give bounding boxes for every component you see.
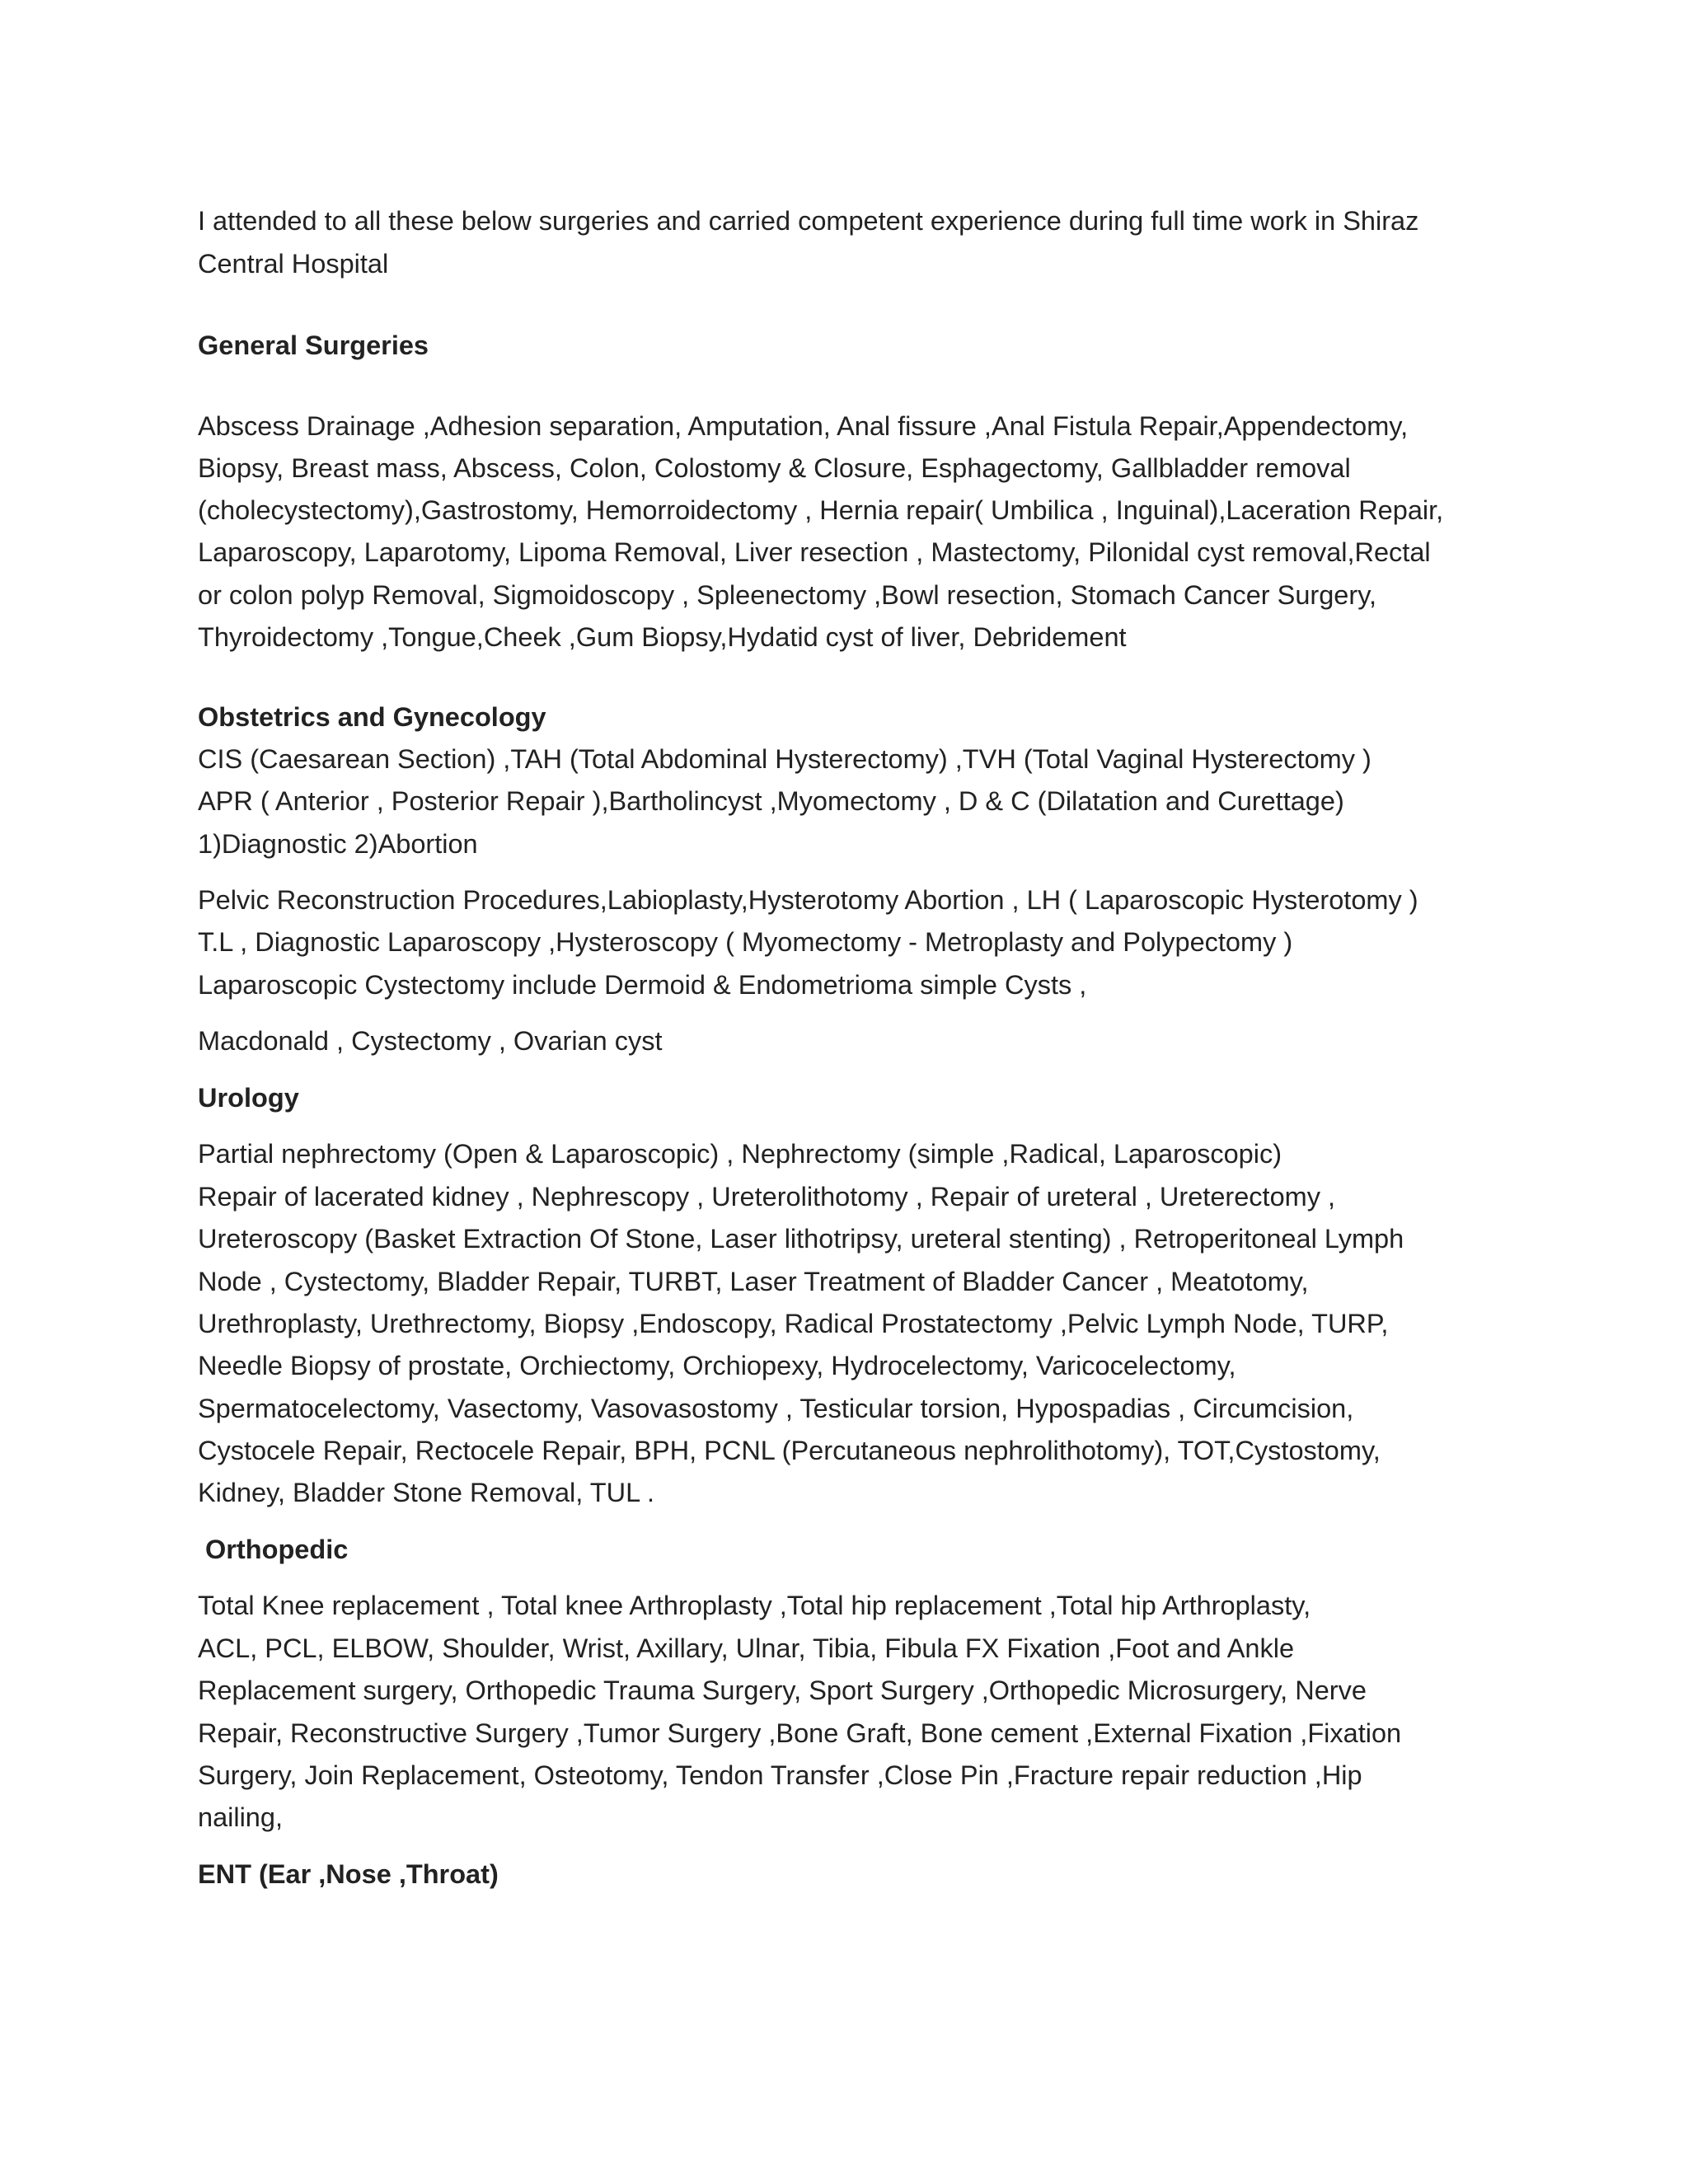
intro-line: Central Hospital (198, 249, 389, 279)
obgyn-line: Laparoscopic Cystectomy include Dermoid & Endometrioma simple Cysts , (198, 970, 1087, 1000)
section-heading-orthopedic: Orthopedic (205, 1535, 349, 1564)
orthopedic-line: Repair, Reconstructive Surgery ,Tumor Surgery ,Bone Graft, Bone cement ,External Fixation ,Fixation (198, 1718, 1402, 1748)
obgyn-line: T.L , Diagnostic Laparoscopy ,Hysteroscopy ( Myomectomy - Metroplasty and Polypectomy ) (198, 927, 1293, 957)
orthopedic-line: Replacement surgery, Orthopedic Trauma Surgery, Sport Surgery ,Orthopedic Microsurgery, Nerve (198, 1675, 1367, 1705)
section-heading-obstetrics-gynecology: Obstetrics and Gynecology (198, 702, 546, 732)
general-surgeries-line: (cholecystectomy),Gastrostomy, Hemorroidectomy , Hernia repair( Umbilica , Inguinal),Laceration Repair, (198, 495, 1444, 525)
intro-line: I attended to all these below surgeries and carried competent experience during full time work in Shiraz (198, 206, 1419, 236)
urology-line: Node , Cystectomy, Bladder Repair, TURBT, Laser Treatment of Bladder Cancer , Meatotomy, (198, 1267, 1309, 1296)
obgyn-line: CIS (Caesarean Section) ,TAH (Total Abdominal Hysterectomy) ,TVH (Total Vaginal Hysterectomy ) (198, 744, 1372, 774)
urology-line: Repair of lacerated kidney , Nephrescopy , Ureterolithotomy , Repair of ureteral , Ureterectomy , (198, 1182, 1336, 1212)
obgyn-line: 1)Diagnostic 2)Abortion (198, 829, 478, 859)
section-heading-ent: ENT (Ear ,Nose ,Throat) (198, 1859, 499, 1889)
urology-line: Partial nephrectomy (Open & Laparoscopic) , Nephrectomy (simple ,Radical, Laparoscopic) (198, 1139, 1282, 1169)
urology-line: Needle Biopsy of prostate, Orchiectomy, Orchiopexy, Hydrocelectomy, Varicocelectomy, (198, 1351, 1236, 1380)
general-surgeries-line: Thyroidectomy ,Tongue,Cheek ,Gum Biopsy,Hydatid cyst of liver, Debridement (198, 622, 1127, 652)
urology-line: Kidney, Bladder Stone Removal, TUL . (198, 1478, 654, 1507)
orthopedic-line: Total Knee replacement , Total knee Arthroplasty ,Total hip replacement ,Total hip Arthroplasty, (198, 1591, 1311, 1620)
obgyn-line: Pelvic Reconstruction Procedures,Labioplasty,Hysterotomy Abortion , LH ( Laparoscopic Hysterotomy ) (198, 885, 1418, 915)
urology-line: Urethroplasty, Urethrectomy, Biopsy ,Endoscopy, Radical Prostatectomy ,Pelvic Lymph Node, TURP, (198, 1309, 1389, 1338)
obgyn-line: Macdonald , Cystectomy , Ovarian cyst (198, 1026, 663, 1056)
urology-line: Cystocele Repair, Rectocele Repair, BPH, PCNL (Percutaneous nephrolithotomy), TOT,Cystostomy, (198, 1436, 1381, 1465)
orthopedic-line: nailing, (198, 1802, 283, 1832)
obgyn-line: APR ( Anterior , Posterior Repair ),Bartholincyst ,Myomectomy , D & C (Dilatation and Curettage) (198, 786, 1344, 816)
general-surgeries-line: Biopsy, Breast mass, Abscess, Colon, Colostomy & Closure, Esphagectomy, Gallbladder removal (198, 453, 1351, 483)
urology-line: Spermatocelectomy, Vasectomy, Vasovasostomy , Testicular torsion, Hypospadias , Circumcision, (198, 1394, 1354, 1423)
general-surgeries-line: Laparoscopy, Laparotomy, Lipoma Removal, Liver resection , Mastectomy, Pilonidal cyst removal,Rectal (198, 537, 1431, 567)
general-surgeries-line: Abscess Drainage ,Adhesion separation, Amputation, Anal fissure ,Anal Fistula Repair,Appendectomy, (198, 411, 1409, 441)
section-heading-urology: Urology (198, 1083, 299, 1113)
general-surgeries-line: or colon polyp Removal, Sigmoidoscopy , Spleenectomy ,Bowl resection, Stomach Cancer Surgery, (198, 580, 1377, 610)
orthopedic-line: ACL, PCL, ELBOW, Shoulder, Wrist, Axillary, Ulnar, Tibia, Fibula FX Fixation ,Foot and Ankle (198, 1633, 1295, 1663)
section-heading-general-surgeries: General Surgeries (198, 330, 429, 360)
urology-line: Ureteroscopy (Basket Extraction Of Stone, Laser lithotripsy, ureteral stenting) , Retroperitoneal Lymph (198, 1224, 1404, 1254)
orthopedic-line: Surgery, Join Replacement, Osteotomy, Tendon Transfer ,Close Pin ,Fracture repair reduction ,Hip (198, 1760, 1362, 1790)
